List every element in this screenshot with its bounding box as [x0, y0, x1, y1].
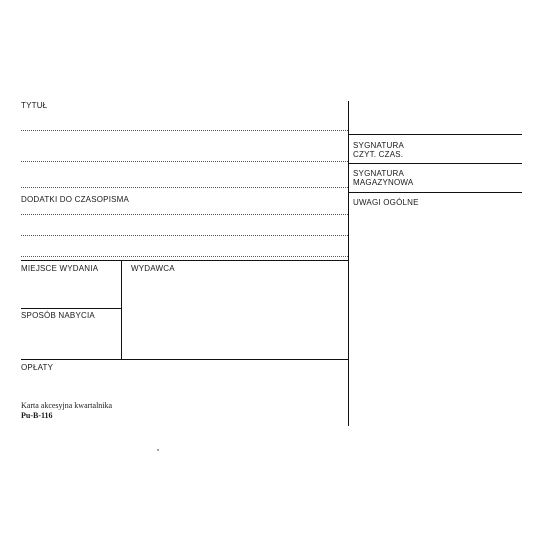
supplements-line-2 [21, 235, 348, 236]
right-rule-2 [348, 163, 522, 164]
supplements-line-1 [21, 214, 348, 215]
footer-form-code: Pu-B-116 [21, 411, 53, 420]
signature-reading-label-line1: SYGNATURA [353, 141, 404, 150]
supplements-label: DODATKI DO CZASOPISMA [21, 195, 130, 204]
signature-storage-label-line2: MAGAZYNOWA [353, 178, 414, 187]
speck-mark [157, 449, 159, 451]
right-rule-3 [348, 192, 522, 193]
title-label: TYTUŁ [21, 101, 48, 110]
title-line-1 [21, 130, 348, 131]
title-line-2 [21, 161, 348, 162]
remarks-label: UWAGI OGÓLNE [353, 198, 419, 207]
place-block-top-rule [21, 260, 349, 261]
acquisition-top-rule [21, 308, 121, 309]
main-column-divider [348, 101, 349, 426]
publisher-label: WYDAWCA [131, 264, 175, 273]
footer-form-name: Karta akcesyjna kwartalnika [21, 401, 113, 410]
title-line-3 [21, 187, 348, 188]
place-label: MIEJSCE WYDANIA [21, 264, 99, 273]
acquisition-label: SPOSÓB NABYCIA [21, 311, 95, 320]
place-publisher-divider [121, 260, 122, 359]
right-rule-1 [348, 134, 522, 135]
signature-reading-label-line2: CZYT. CZAS. [353, 150, 404, 159]
signature-storage-label-line1: SYGNATURA [353, 169, 404, 178]
supplements-line-3 [21, 256, 348, 257]
fees-top-rule [21, 359, 349, 360]
fees-label: OPŁATY [21, 363, 54, 372]
